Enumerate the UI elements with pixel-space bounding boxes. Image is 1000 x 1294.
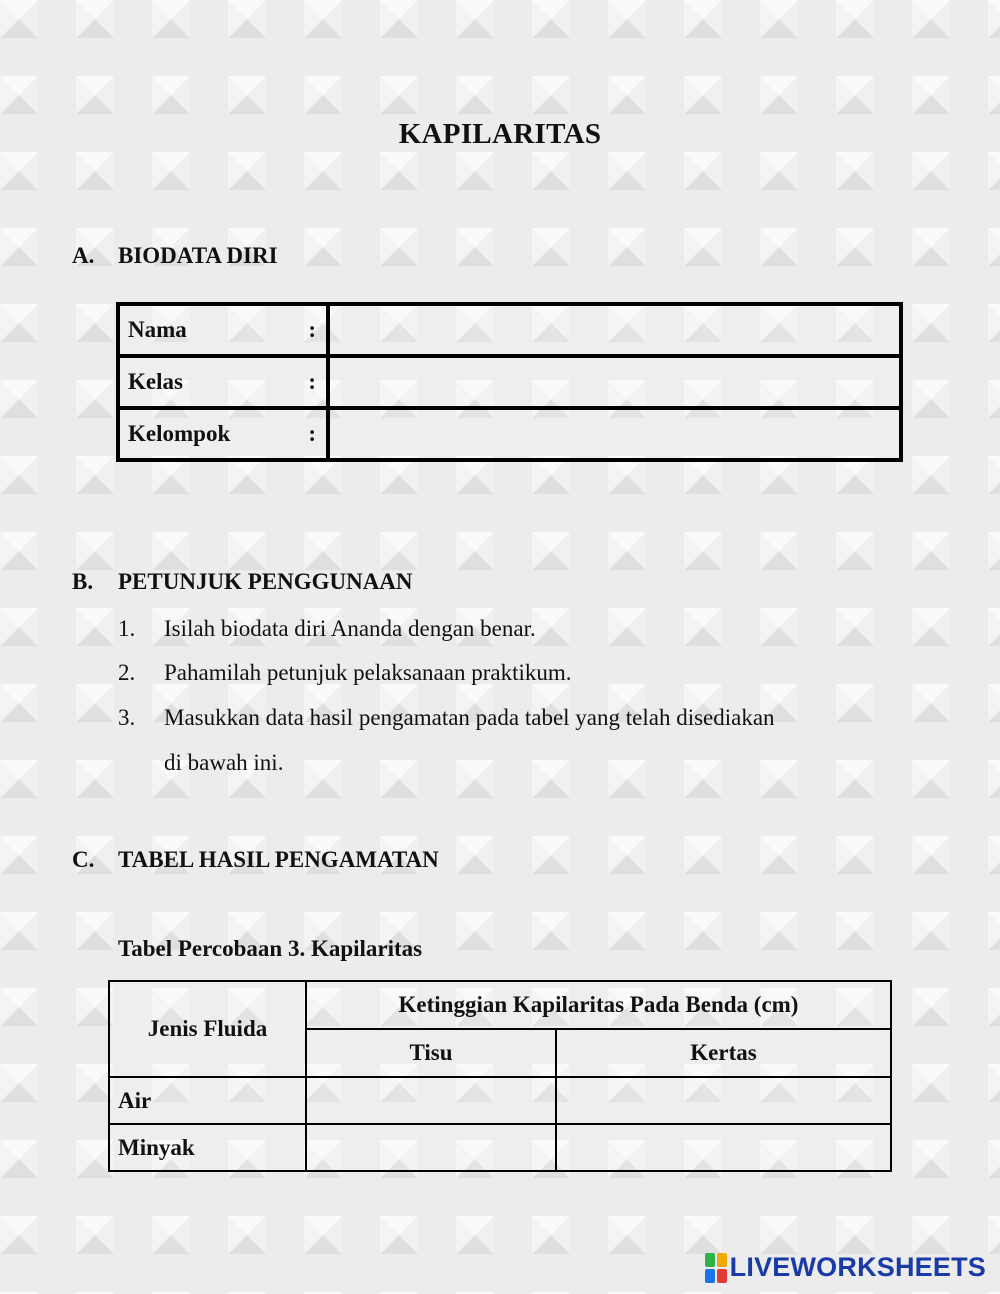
list-item-number: 3.	[118, 705, 136, 730]
colon: :	[308, 369, 316, 394]
minyak-kertas-input[interactable]	[556, 1124, 891, 1171]
header-kertas: Kertas	[556, 1029, 891, 1077]
label-text: Kelas	[128, 369, 183, 394]
air-kertas-input[interactable]	[556, 1077, 891, 1124]
kelompok-input[interactable]	[328, 408, 901, 460]
colon: :	[308, 421, 316, 446]
logo-square-red	[717, 1269, 727, 1283]
section-a-title: BIODATA DIRI	[118, 243, 278, 268]
row-label-minyak: Minyak	[109, 1124, 306, 1171]
section-b-title: PETUNJUK PENGGUNAAN	[118, 569, 413, 594]
header-jenis-fluida: Jenis Fluida	[109, 981, 306, 1077]
section-a-letter: A.	[72, 243, 95, 268]
table-row	[109, 1077, 891, 1124]
colon: :	[308, 317, 316, 342]
list-item-text: Pahamilah petunjuk pelaksanaan praktikum.	[164, 660, 572, 685]
label-text: Nama	[128, 317, 187, 342]
logo-square-blue	[705, 1269, 715, 1283]
biodata-table	[116, 302, 903, 462]
biodata-row-kelas	[118, 356, 901, 408]
air-tisu-input[interactable]	[306, 1077, 556, 1124]
biodata-label-kelas	[118, 356, 328, 408]
observation-table	[108, 980, 892, 1172]
section-b-letter: B.	[72, 569, 94, 594]
section-c-letter: C.	[72, 847, 95, 872]
header-tisu: Tisu	[306, 1029, 556, 1077]
biodata-row-kelompok	[118, 408, 901, 460]
list-item-number: 1.	[118, 616, 136, 641]
table-caption: Tabel Percobaan 3. Kapilaritas	[118, 936, 423, 961]
nama-input[interactable]	[328, 304, 901, 356]
biodata-row-nama	[118, 304, 901, 356]
section-c-title: TABEL HASIL PENGAMATAN	[118, 847, 439, 872]
minyak-tisu-input[interactable]	[306, 1124, 556, 1171]
biodata-label-kelompok	[118, 408, 328, 460]
list-item-text: Masukkan data hasil pengamatan pada tabel yang telah disediakan	[164, 705, 775, 730]
brand-text: LIVEWORKSHEETS	[729, 1252, 986, 1282]
liveworksheets-brand[interactable]	[705, 1252, 986, 1283]
table-row	[109, 1124, 891, 1171]
list-item-text: Isilah biodata diri Ananda dengan benar.	[164, 616, 536, 641]
liveworksheets-logo-icon	[705, 1253, 727, 1283]
page-title: KAPILARITAS	[398, 118, 602, 150]
logo-square-green	[705, 1253, 715, 1267]
list-item-text-continued: di bawah ini.	[164, 750, 284, 775]
logo-square-yellow	[717, 1253, 727, 1267]
list-item-number: 2.	[118, 660, 136, 685]
header-ketinggian: Ketinggian Kapilaritas Pada Benda (cm)	[306, 981, 891, 1029]
kelas-input[interactable]	[328, 356, 901, 408]
row-label-air: Air	[109, 1077, 306, 1124]
label-text: Kelompok	[128, 421, 231, 446]
biodata-label-nama	[118, 304, 328, 356]
table-header-row	[109, 981, 891, 1029]
